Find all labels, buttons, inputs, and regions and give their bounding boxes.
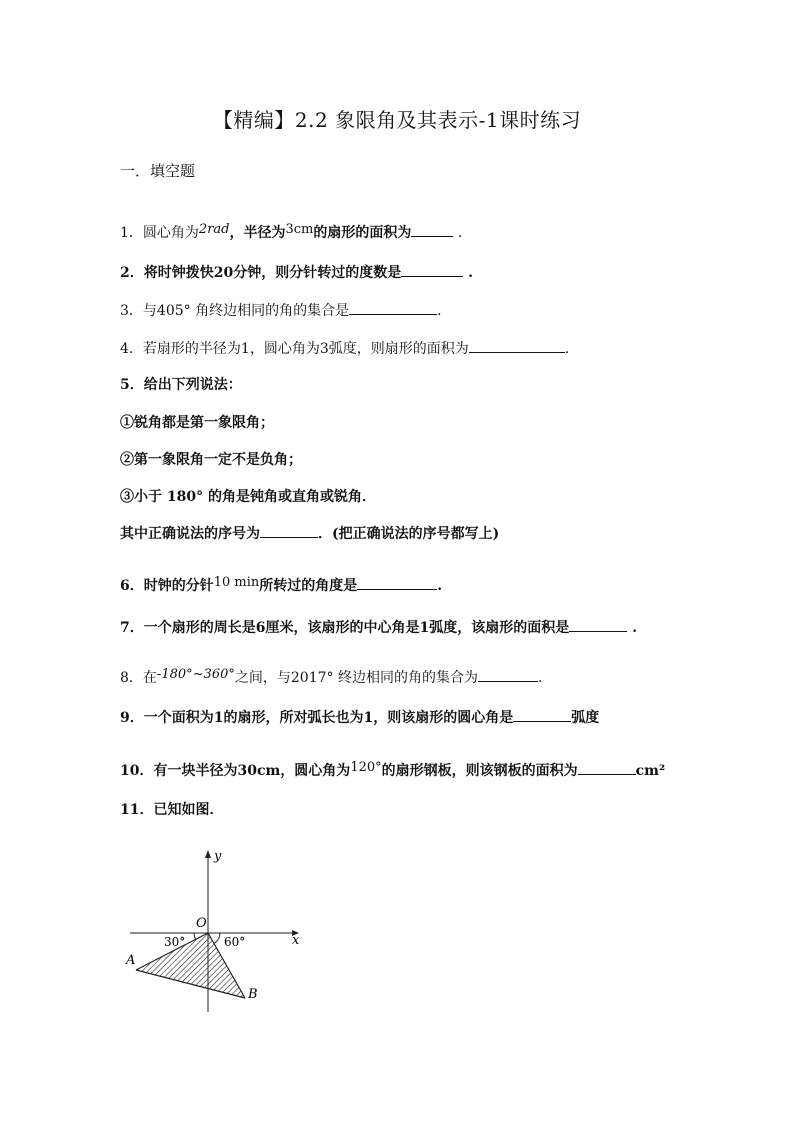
q6-math-time: 10 min [213, 575, 260, 590]
q10-math-angle: 120° [350, 760, 382, 775]
q7-text: 7．一个扇形的周长是6厘米，该扇形的中心角是1弧度，该扇形的面积是 [120, 620, 570, 636]
q10-answer-blank[interactable] [578, 760, 636, 775]
angle-arc-left [194, 933, 196, 939]
q3-end: . [437, 303, 442, 319]
point-a-label: A [126, 953, 136, 968]
question-9 [120, 707, 599, 728]
q1-answer-blank[interactable] [411, 222, 453, 237]
q10-unit: cm² [635, 763, 666, 779]
q8-answer-blank[interactable] [478, 667, 538, 682]
y-axis-arrow [205, 850, 211, 858]
angle-60-label: 60° [224, 935, 246, 949]
q1-post: 的扇形的面积为 [313, 225, 412, 241]
angle-figure [120, 840, 320, 1020]
q2-answer-blank[interactable] [401, 262, 463, 277]
q10-post: 的扇形钢板，则该钢板的面积为 [381, 763, 578, 779]
question-4 [120, 338, 569, 359]
page-title: 【精编】2.2 象限角及其表示-1课时练习 [212, 108, 582, 132]
q3-text: 3．与405° 角终边相同的角的集合是 [120, 303, 350, 319]
q1-math-angle: 2rad [198, 222, 230, 237]
question-6 [120, 573, 442, 596]
point-b-label: B [248, 987, 258, 1002]
y-axis-label: y [214, 849, 222, 864]
q1-mid: ，半径为 [229, 225, 286, 241]
q2-end: . [468, 265, 473, 281]
q6-prefix: 6．时钟的分针 [120, 578, 214, 594]
q4-answer-blank[interactable] [469, 338, 565, 353]
q1-math-radius: 3cm [285, 222, 314, 237]
q9-text: 9．一个面积为1的扇形，所对弧长也为1，则该扇形的圆心角是 [120, 710, 514, 726]
q7-end: . [632, 620, 637, 636]
q4-text: 4．若扇形的半径为1，圆心角为3弧度，则扇形的面积为 [120, 341, 469, 357]
q8-math-lower: -180° [156, 667, 193, 682]
q8-end: . [537, 670, 543, 686]
x-axis-label: x [292, 933, 300, 948]
q5-ask-prefix: 其中正确说法的序号为 [120, 526, 260, 542]
question-10 [120, 758, 665, 781]
q8-prefix: 8．在 [120, 670, 157, 686]
q9-post: 弧度 [571, 710, 600, 726]
q6-post: 所转过的角度是 [259, 578, 358, 594]
q3-answer-blank[interactable] [349, 300, 437, 315]
question-2 [120, 262, 473, 283]
q5-statement-3: ③小于 180° 的角是钝角或直角或锐角． [120, 489, 376, 505]
q6-end: . [437, 578, 443, 594]
q5-statement-1: ①锐角都是第一象限角； [120, 415, 274, 431]
q5-statement-2: ②第一象限角一定不是负角； [120, 452, 302, 468]
origin-label: O [196, 916, 207, 931]
q10-prefix: 10．有一块半径为30cm，圆心角为 [120, 763, 351, 779]
q9-answer-blank[interactable] [513, 707, 571, 722]
q5-answer-blank[interactable] [260, 523, 318, 538]
question-11: 11．已知如图． [120, 802, 224, 818]
q5-ask [120, 523, 499, 544]
q8-tilde: ~ [192, 667, 204, 682]
question-1 [120, 220, 462, 243]
question-5: 5．给出下列说法： [120, 377, 242, 393]
q1-end: . [457, 225, 463, 241]
q8-math-upper: 360° [203, 667, 235, 682]
question-8 [120, 665, 542, 688]
q6-answer-blank[interactable] [357, 575, 437, 590]
q7-answer-blank[interactable] [569, 617, 627, 632]
q8-post: 之间，与2017° 终边相同的角的集合为 [234, 670, 478, 686]
section-heading: 一．填空题 [120, 162, 196, 180]
angle-arc-right [214, 933, 220, 943]
q1-prefix: 1．圆心角为 [120, 225, 199, 241]
q2-text: 2．将时钟拨快20分钟，则分针转过的度数是 [120, 265, 402, 281]
q5-ask-suffix: ．(把正确说法的序号都写上) [318, 526, 500, 542]
q4-end: . [564, 341, 570, 357]
question-7 [120, 617, 637, 638]
question-3 [120, 300, 442, 321]
angle-30-label: 30° [164, 935, 186, 949]
